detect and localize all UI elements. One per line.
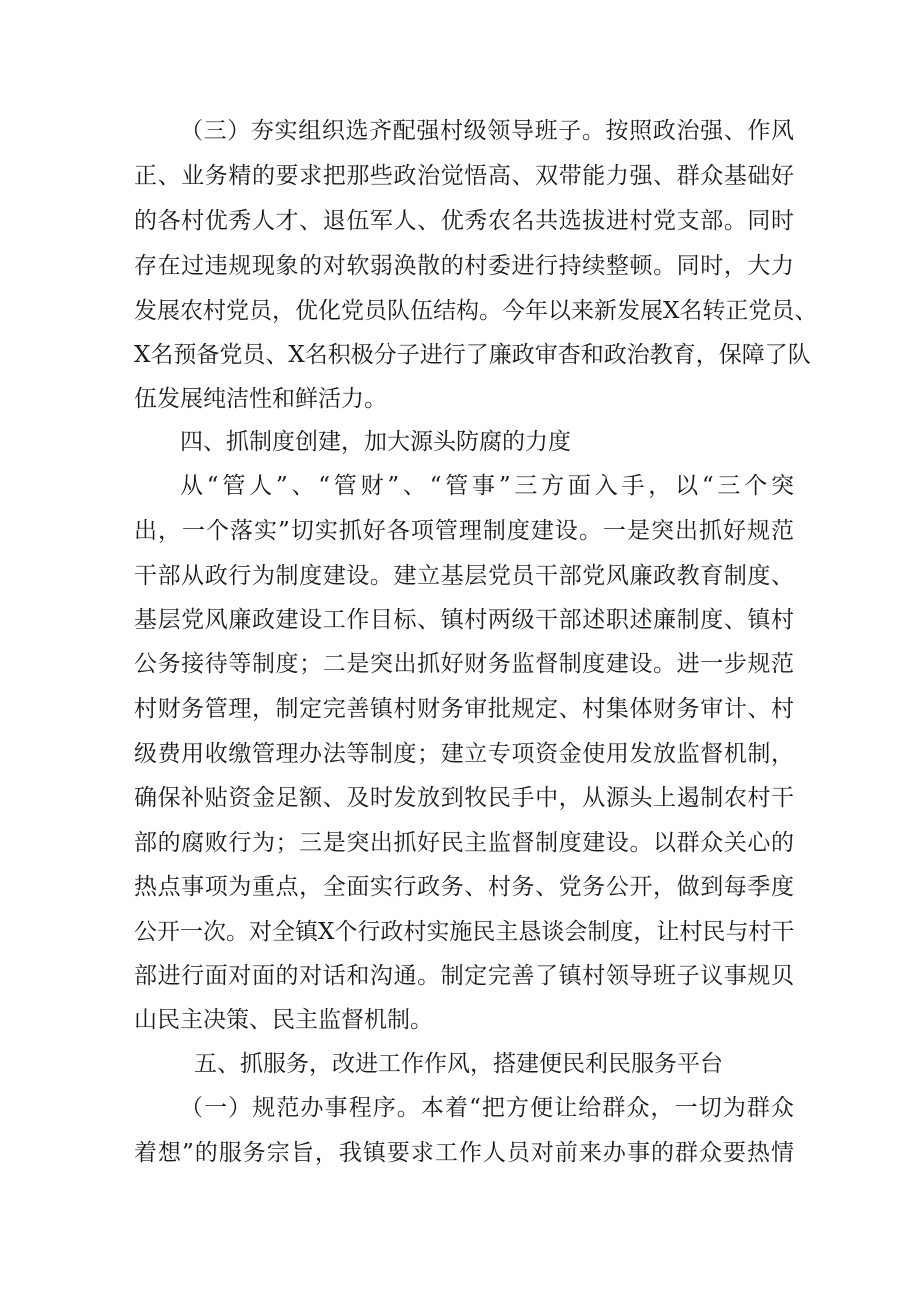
paragraph-line: 存在过违规现象的对软弱涣散的村委进行持续整顿。同时，大力 [134,253,794,279]
paragraph-line: 公开一次。对全镇X个行政村实施民主恳谈会制度，让村民与村干 [134,919,795,945]
paragraph-line: 级费用收缴管理办法等制度；建立专项资金使用发放监督机制， [134,741,794,767]
section-heading: 四、抓制度创建，加大源头防腐的力度 [180,429,571,455]
paragraph-line: 出，一个落实”切实抓好各项管理制度建设。一是突出抓好规范 [134,518,794,544]
paragraph-line: 着想”的服务宗旨，我镇要求工作人员对前来办事的群众要热情 [134,1140,794,1166]
paragraph-line: 从“管人”、“管财”、“管事”三方面入手，以“三个突 [180,473,794,499]
paragraph-line: 山民主决策、民主监督机制。 [134,1007,433,1033]
paragraph-line: 热点事项为重点，全面实行政务、村务、党务公开，做到每季度 [134,874,794,900]
paragraph-line: 伍发展纯洁性和鲜活力。 [134,386,387,412]
paragraph-line: （三）夯实组织选齐配强村级领导班子。按照政治强、作风 [180,118,794,144]
paragraph-line: 部的腐败行为；三是突出抓好民主监督制度建设。以群众关心的 [134,830,794,856]
paragraph-line: 的各村优秀人才、退伍军人、优秀农名共选拔进村党支部。同时 [134,208,794,234]
paragraph-line: 正、业务精的要求把那些政治觉悟高、双带能力强、群众基础好 [134,163,794,189]
section-heading: 五、抓服务，改进工作作风，搭建便民利民服务平台 [194,1051,723,1077]
paragraph-line: X名预备党员、X名积极分子进行了廉政审杳和政治教育，保障了队 [134,342,811,368]
paragraph-line: 部进行面对面的对话和沟通。制定完善了镇村领导班子议事规贝 [134,963,794,989]
paragraph-line: 村财务管理，制定完善镇村财务审批规定、村集体财务审计、村 [134,696,794,722]
paragraph-line: 干部从政行为制度建设。建立基层党员干部党风廉政教育制度、 [134,563,794,589]
paragraph-line: 发展农村党员，优化党员队伍结构。今年以来新发展X名转正党员、 [134,298,818,324]
paragraph-line: 确保补贴资金足额、及时发放到牧民手中，从源头上遏制农村干 [134,785,794,811]
paragraph-line: 公务接待等制度；二是突出抓好财务监督制度建设。进一步规范 [134,651,794,677]
paragraph-line: （一）规范办事程序。本着“把方便让给群众，一切为群众 [180,1095,794,1121]
paragraph-line: 基层党风廉政建设工作目标、镇村两级干部述职述廉制度、镇村 [134,607,794,633]
